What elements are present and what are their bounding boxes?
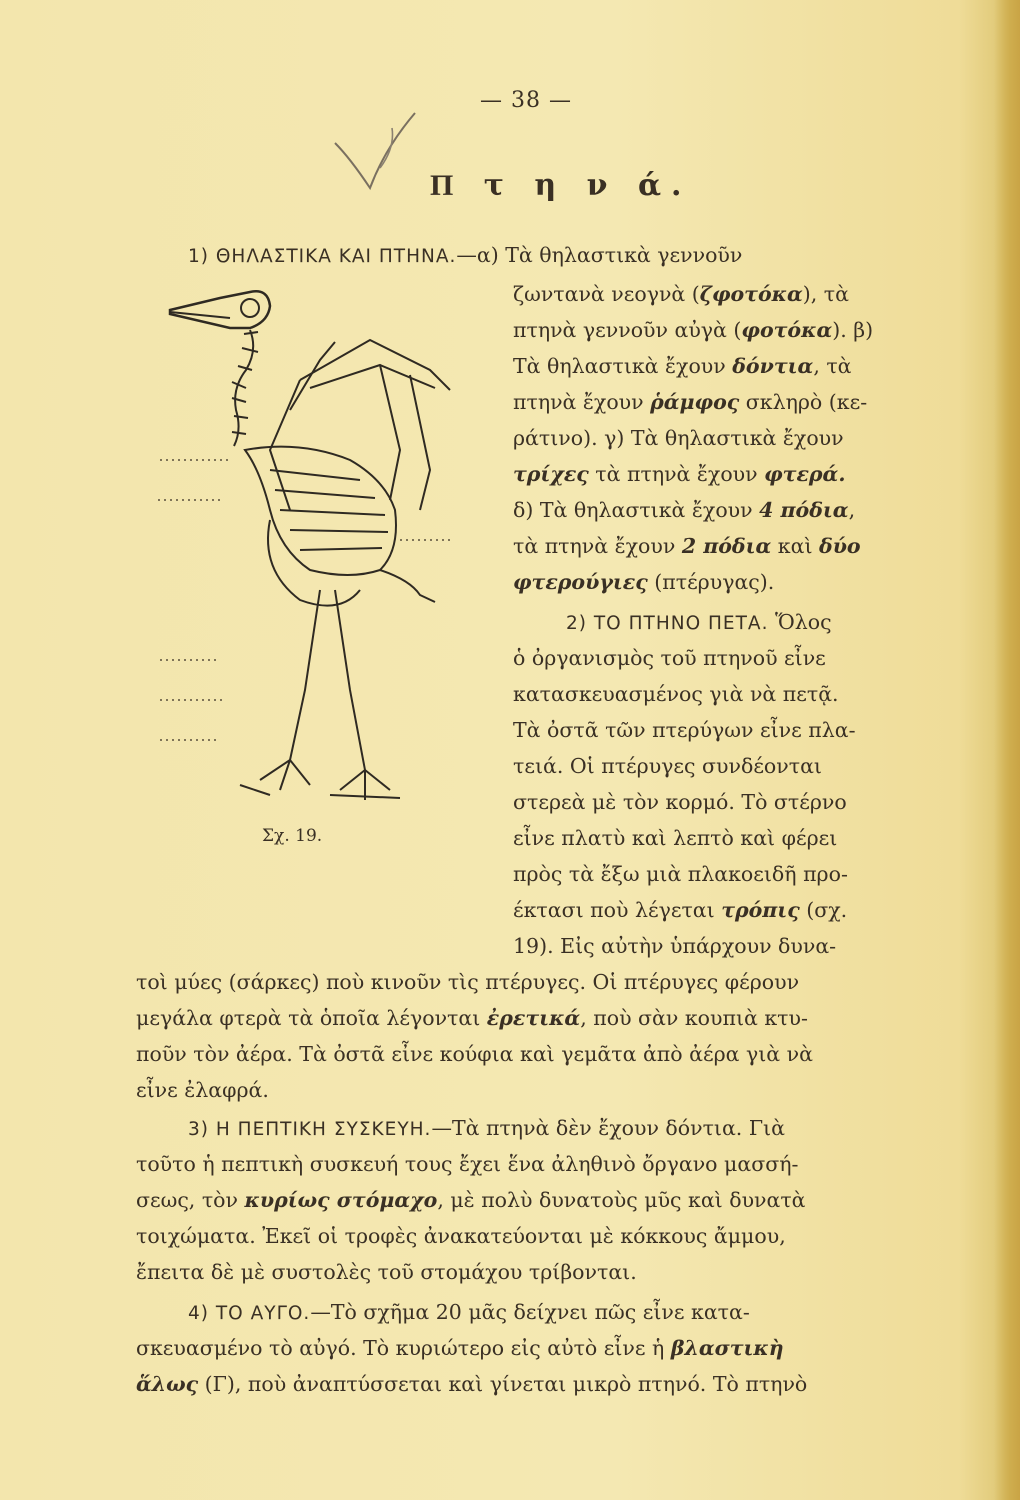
text-line: εἶνε ἐλαφρά. (136, 1078, 269, 1102)
bird-skeleton-figure (150, 270, 470, 830)
text-line: στερεὰ μὲ τὸν κορμό. Τὸ στέρνο (513, 790, 847, 814)
text-line: ἔπειτα δὲ μὲ συστολὲς τοῦ στομάχου τρίβονται. (136, 1260, 637, 1284)
text-line: ὁ ὀργανισμὸς τοῦ πτηνοῦ εἶνε (513, 646, 826, 670)
text-line: τοὶ μύες (σάρκες) ποὺ κινοῦν τὶς πτέρυγες. Οἱ πτέρυγες φέρουν (136, 970, 800, 994)
text-line: μεγάλα φτερὰ τὰ ὁποῖα λέγονται ἐρετικά, ποὺ σὰν κουπιὰ κτυ- (136, 1006, 808, 1030)
text-line: τειά. Οἱ πτέρυγες συνδέονται (513, 754, 822, 778)
title-initial: Π (430, 169, 464, 202)
text-line: τρίχες τὰ πτηνὰ ἔχουν φτερά. (513, 462, 846, 486)
text-line: σεως, τὸν κυρίως στόμαχο, μὲ πολὺ δυνατοὺς μῦς καὶ δυνατὰ (136, 1188, 806, 1212)
text-line: 19). Εἰς αὐτὴν ὑπάρχουν δυνα- (513, 934, 837, 958)
text-line: 2) ΤΟ ΠΤΗΝΟ ΠΕΤΑ. Ὅλος (566, 610, 832, 634)
text-line: τοιχώματα. Ἐκεῖ οἱ τροφὲς ἀνακατεύονται μὲ κόκκους ἄμμου, (136, 1224, 786, 1248)
text-line: πτηνὰ ἔχουν ῥάμφος σκληρὸ (κε- (513, 390, 868, 414)
figure-caption: Σχ. 19. (262, 826, 323, 846)
text-line: δ) Τὰ θηλαστικὰ ἔχουν 4 πόδια, (513, 498, 856, 522)
text-line: Τὰ θηλαστικὰ ἔχουν δόντια, τὰ (513, 354, 852, 378)
text-line: έκτασι ποὺ λέγεται τρόπις (σχ. (513, 898, 848, 922)
text-line: τὰ πτηνὰ ἔχουν 2 πόδια καὶ δύο (513, 534, 861, 558)
text-line: πτηνὰ γεννοῦν αὐγὰ (φοτόκα). β) (513, 318, 874, 342)
text-line: ἅλως (Γ), ποὺ ἀναπτύσσεται καὶ γίνεται μικρὸ πτηνό. Τὸ πτηνὸ (136, 1372, 808, 1396)
title-rest: τ η ν ά. (483, 168, 692, 203)
text-line: σκευασμένο τὸ αὐγό. Τὸ κυριώτερο εἰς αὐτὸ εἶνε ἡ βλαστικὴ (136, 1336, 784, 1360)
text-line: 3) Η ΠΕΠΤΙΚΗ ΣΥΣΚΕΥΗ.—Τὰ πτηνὰ δὲν ἔχουν δόντια. Γιὰ (188, 1116, 785, 1140)
page-edge (994, 0, 1020, 1500)
text-line: ζωντανὰ νεογνὰ (ζφοτόκα), τὰ (513, 282, 849, 306)
text-line: 4) ΤΟ ΑΥΓΟ.—Τὸ σχῆμα 20 μᾶς δείχνει πῶς εἶνε κατα- (188, 1300, 750, 1324)
section-title (430, 168, 691, 203)
text-line: πρὸς τὰ ἔξω μιὰ πλακοειδῆ προ- (513, 862, 848, 886)
text-line: φτερούγιες (πτέρυγας). (513, 570, 775, 594)
text-line: 1) ΘΗΛΑΣΤΙΚΑ ΚΑΙ ΠΤΗΝΑ.—α) Τὰ θηλαστικὰ γεννοῦν (188, 243, 743, 267)
text-line: ποῦν τὸν ἀέρα. Τὰ ὀστᾶ εἶνε κούφια καὶ γεμᾶτα ἀπὸ ἀέρα γιὰ νὰ (136, 1042, 813, 1066)
pencil-mark-icon (330, 108, 430, 198)
text-line: Τὰ ὀστᾶ τῶν πτερύγων εἶνε πλα- (513, 718, 856, 742)
page-number: — 38 — (480, 88, 572, 113)
text-line: ράτινο). γ) Τὰ θηλαστικὰ ἔχουν (513, 426, 844, 450)
text-line: κατασκευασμένος γιὰ νὰ πετᾷ. (513, 682, 839, 706)
text-line: εἶνε πλατὺ καὶ λεπτὸ καὶ φέρει (513, 826, 838, 850)
text-line: τοῦτο ἡ πεπτικὴ συσκευή τους ἔχει ἕνα ἀληθινὸ ὄργανο μασσή- (136, 1152, 799, 1176)
